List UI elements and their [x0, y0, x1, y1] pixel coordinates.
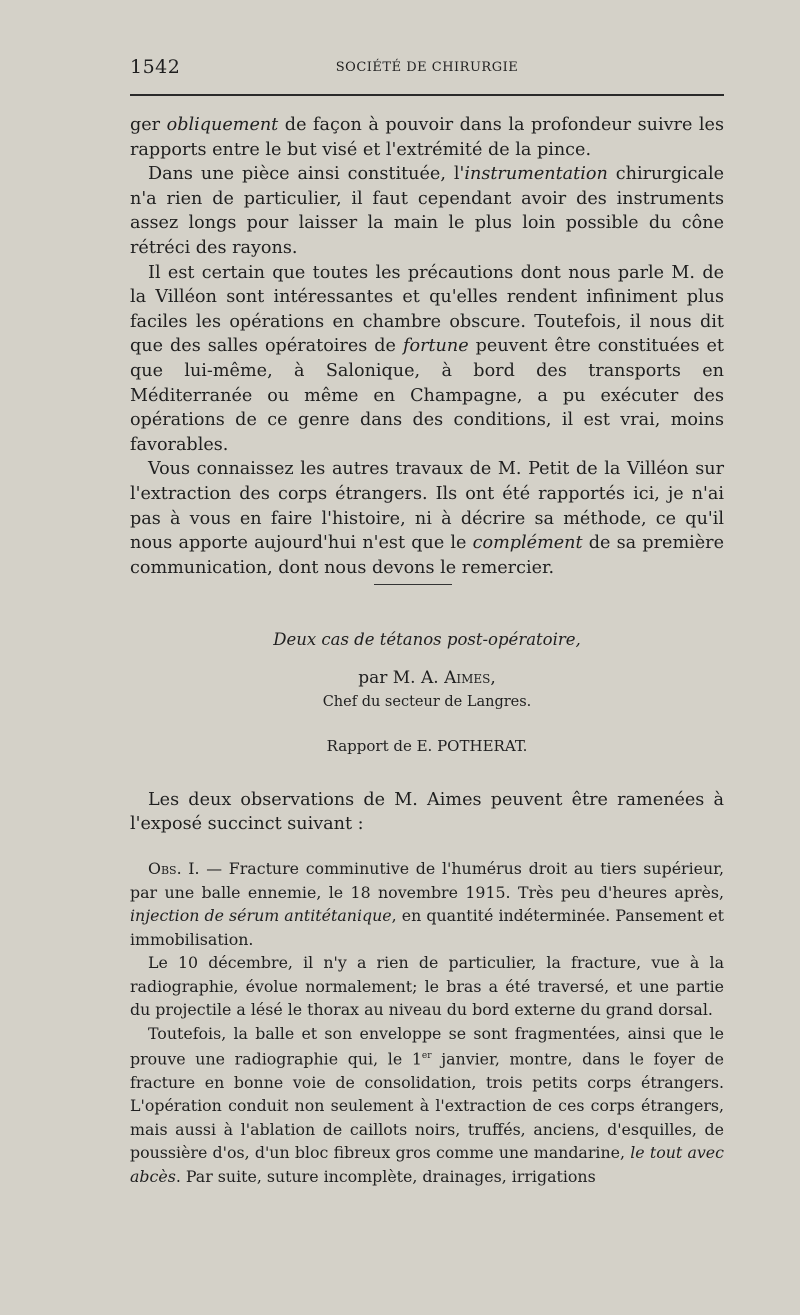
intro-paragraph: Les deux observations de M. Aimes peuvent être ramenées à l'exposé succinct suivant : — [130, 790, 724, 834]
paragraph: Il est certain que toutes les précautions dont nous parle M. de la Villéon sont intéressantes et qu'elles rendent infiniment plus faciles les opérations en chambre obscure. Toutefois, il nous dit que des salles opératoires de fortune peuvent être constituées et que lui-même, à Salonique, à bord des transports en Méditerranée ou même en Champagne, a pu exécuter des opérations de ce genre dans des conditions, il est vrai, moins favorables. — [130, 262, 724, 455]
article-title: Deux cas de tétanos post-opératoire, — [273, 630, 581, 649]
observation-block — [130, 857, 724, 1188]
page-number: 1542 — [130, 56, 181, 78]
paragraph: ger obliquement de façon à pouvoir dans la profondeur suivre les rapports entre le but visé et l'extrémité de la pince. — [130, 115, 724, 160]
header-rule — [130, 94, 724, 96]
section-continuation — [130, 113, 724, 580]
page-header — [130, 56, 724, 80]
paragraph: Dans une pièce ainsi constituée, l'instrumentation chirurgicale n'a rien de particulier, il faut cependant avoir des instruments assez longs pour laisser la main le plus loin possible du cône rétréci des rayons. — [130, 164, 724, 258]
author-role: Chef du secteur de Langres. — [322, 694, 532, 710]
paragraph: Toutefois, la balle et son enveloppe se sont fragmentées, ainsi que le prouve une radiographie qui, le 1er janvier, montre, dans le foyer de fracture en bonne voie de consolidation, trois petits corps étrangers. L'opération conduit non seulement à l'extraction de ces corps étrangers, mais aussi à l'ablation de caillots noirs, truffés, anciens, d'esquilles, de poussière d'os, d'un bloc fibreux gros comme une mandarine, le tout avec abcès. Par suite, suture incomplète, drainages, irrigations — [130, 1023, 724, 1186]
section-separator — [374, 584, 452, 585]
paragraph: Vous connaissez les autres travaux de M. Petit de la Villéon sur l'extraction des corps étrangers. Ils ont été rapportés ici, je n'ai pas à vous en faire l'histoire, ni à décrire sa méthode, ce qu'il nous apporte aujourd'hui n'est que le complément de sa première communication, dont nous devons le remercier. — [130, 459, 724, 578]
paragraph: Obs. I. — Fracture comminutive de l'humérus droit au tiers supérieur, par une balle ennemie, le 18 novembre 1915. Très peu d'heures après, injection de sérum antitétanique, en quantité indéterminée. Pansement et immobilisation. — [130, 859, 725, 949]
article-author: par M. A. Aimes, — [358, 668, 496, 688]
paragraph: Le 10 décembre, il n'y a rien de particulier, la fracture, vue à la radiographie, évolue normalement; le bras a été traversé, et une partie du projectile a lésé le thorax au niveau du bord externe du grand dorsal. — [130, 953, 724, 1019]
running-title: SOCIÉTÉ DE CHIRURGIE — [335, 60, 519, 75]
report-line: Rapport de E. POTHERAT. — [326, 737, 528, 755]
